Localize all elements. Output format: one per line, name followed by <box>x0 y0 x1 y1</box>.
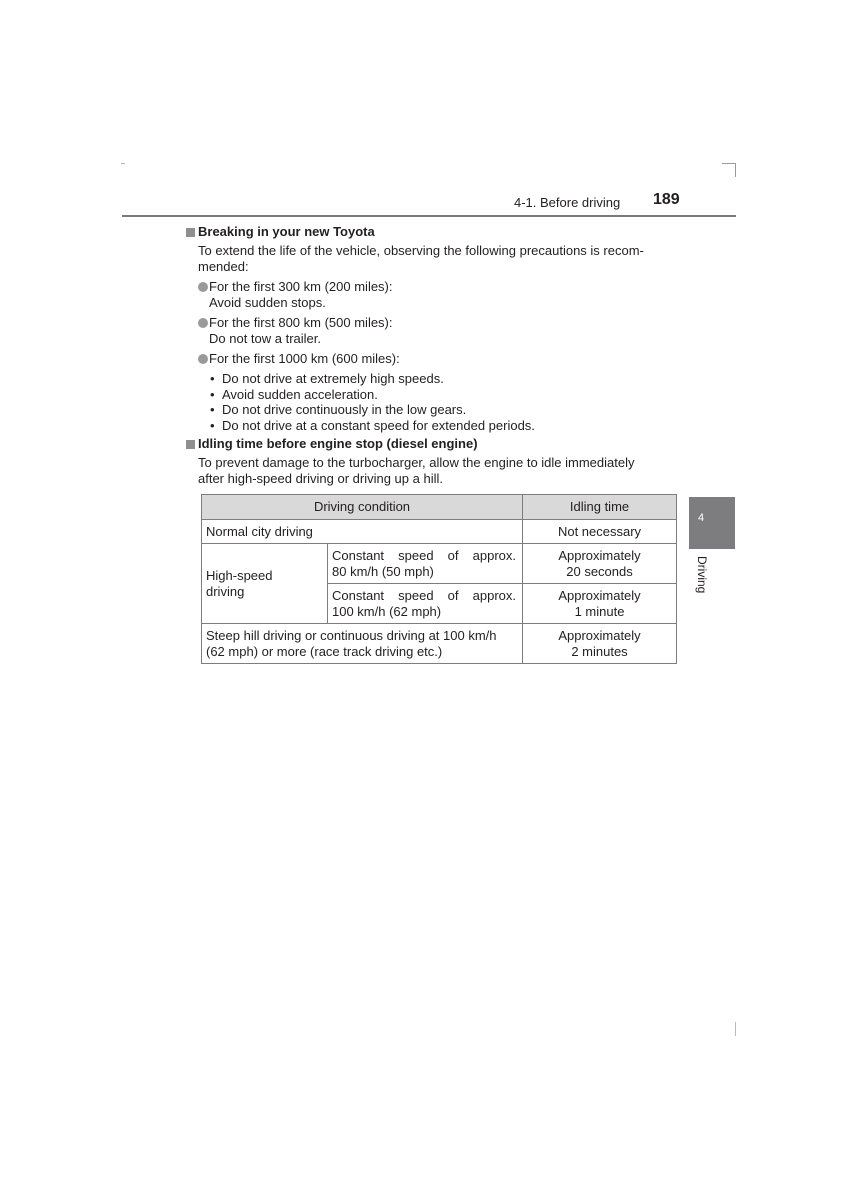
condition-line: 80 km/h (50 mph) <box>332 563 434 579</box>
condition-line: Constant speed of approx. <box>332 547 516 563</box>
item-label: For the first 300 km (200 miles): <box>209 279 393 294</box>
intro-paragraph <box>186 243 666 275</box>
running-header-section: 4-1. Before driving <box>514 195 621 210</box>
bullet-text: Do not drive continuously in the low gears. <box>222 402 467 417</box>
list-item-1000km <box>186 351 666 367</box>
time-line: Approximately <box>558 547 641 563</box>
heading-text: Breaking in your new Toyota <box>198 224 375 239</box>
chapter-tab <box>689 497 735 549</box>
circle-bullet-icon <box>198 282 208 292</box>
time-line: Approximately <box>558 587 641 603</box>
time-line: 2 minutes <box>571 643 628 659</box>
bullet-dot-icon: • <box>210 417 215 433</box>
time-cell <box>523 584 677 624</box>
group-line: driving <box>206 583 245 599</box>
item-detail: Do not tow a trailer. <box>209 331 321 346</box>
bullet-item <box>210 402 666 418</box>
intro-line: mended: <box>198 259 249 274</box>
bullet-dot-icon: • <box>210 386 215 402</box>
item-detail: Avoid sudden stops. <box>209 295 326 310</box>
square-marker-icon <box>186 228 195 237</box>
time-line: Approximately <box>558 627 641 643</box>
bullet-dot-icon: • <box>210 371 215 386</box>
bullet-text: Do not drive at extremely high speeds. <box>222 371 444 386</box>
group-cell-high-speed <box>202 544 328 624</box>
list-item-800km <box>186 315 666 347</box>
bullet-list <box>210 371 666 433</box>
condition-cell <box>328 584 523 624</box>
crop-mark-top-left <box>121 163 125 164</box>
crop-mark-top-right-vertical <box>735 163 736 177</box>
table-row <box>202 544 677 584</box>
time-cell <box>523 624 677 664</box>
section-heading-idling <box>186 436 666 452</box>
time-line: 1 minute <box>574 603 625 619</box>
circle-bullet-icon <box>198 318 208 328</box>
item-label: For the first 800 km (500 miles): <box>209 315 393 330</box>
time-cell: Not necessary <box>523 520 677 544</box>
header-rule <box>122 215 736 217</box>
bullet-item <box>210 387 666 403</box>
table-header-row <box>202 495 677 520</box>
crop-mark-top-right <box>722 163 736 164</box>
bullet-item <box>210 418 666 434</box>
time-cell <box>523 544 677 584</box>
bullet-text: Do not drive at a constant speed for extended periods. <box>222 417 535 433</box>
chapter-number: 4 <box>698 512 705 524</box>
bullet-item <box>210 371 666 387</box>
intro-line: To prevent damage to the turbocharger, allow the engine to idle immediately <box>198 455 635 470</box>
page-number: 189 <box>653 191 680 208</box>
main-content <box>186 224 666 491</box>
group-line: High-speed <box>206 567 273 583</box>
column-header-condition: Driving condition <box>202 495 523 520</box>
crop-mark-bottom-right <box>735 1022 736 1036</box>
condition-cell: Normal city driving <box>202 520 523 544</box>
idling-time-table <box>201 494 677 664</box>
intro-line: To extend the life of the vehicle, observing the following precautions is recom- <box>198 243 644 258</box>
chapter-label: Driving <box>695 556 709 594</box>
table-row <box>202 624 677 664</box>
condition-cell <box>328 544 523 584</box>
section-heading-breaking-in <box>186 224 666 240</box>
condition-line: Constant speed of approx. <box>332 587 516 603</box>
time-line: 20 seconds <box>566 563 633 579</box>
heading-text: Idling time before engine stop (diesel engine) <box>198 436 478 451</box>
table-row <box>202 520 677 544</box>
bullet-dot-icon: • <box>210 402 215 417</box>
condition-line: 100 km/h (62 mph) <box>332 603 442 619</box>
bullet-text: Avoid sudden acceleration. <box>222 386 378 402</box>
condition-line: (62 mph) or more (race track driving etc.) <box>206 643 443 659</box>
intro-line: after high-speed driving or driving up a hill. <box>198 471 443 486</box>
condition-line: Steep hill driving or continuous driving at 100 km/h <box>206 627 497 643</box>
idling-paragraph <box>186 455 666 487</box>
item-label: For the first 1000 km (600 miles): <box>209 351 400 366</box>
circle-bullet-icon <box>198 354 208 364</box>
condition-cell <box>202 624 523 664</box>
square-marker-icon <box>186 440 195 449</box>
list-item-300km <box>186 279 666 311</box>
column-header-idling-time: Idling time <box>523 495 677 520</box>
